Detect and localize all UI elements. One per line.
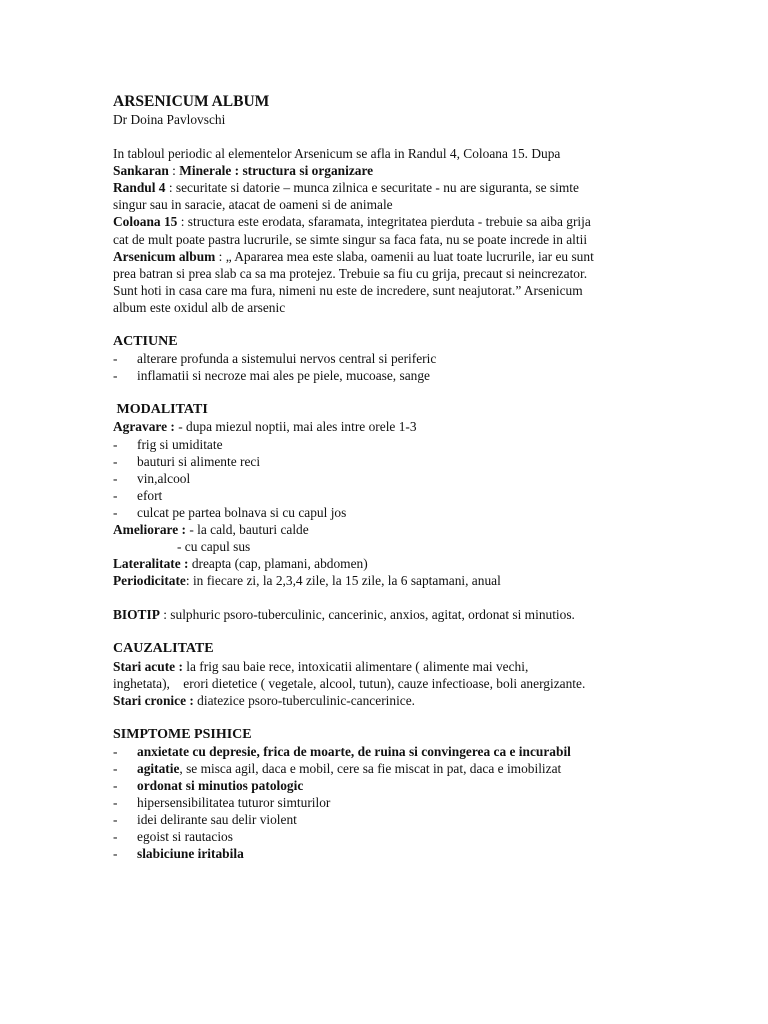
- agravare-line: [113, 418, 673, 435]
- bullet-dash: -: [113, 487, 118, 503]
- bullet-dash: -: [113, 812, 118, 828]
- spacer: [113, 384, 673, 401]
- spacer: [113, 709, 673, 726]
- acute-line: [113, 658, 673, 675]
- list-item: [113, 350, 673, 367]
- list-item-text: efort: [137, 487, 163, 503]
- coloana-text: : structura este erodata, sfaramata, integritatea pierduta - trebuie sa aiba grija: [177, 214, 591, 230]
- ameliorare-text: - la cald, bauturi calde: [186, 521, 309, 537]
- album-line-4: album este oxidul alb de arsenic: [113, 299, 286, 315]
- cauzalitate-heading: CAUZALITATE: [113, 641, 214, 657]
- bullet-dash: -: [113, 470, 118, 486]
- spacer: [113, 128, 673, 145]
- periodicitate-text: : in fiecare zi, la 2,3,4 zile, la 15 zile, la 6 saptamani, anual: [185, 573, 501, 589]
- acute-text: la frig sau baie rece, intoxicatii alimentare ( alimente mai vechi,: [182, 658, 529, 674]
- list-item: [113, 794, 673, 811]
- coloana-label: Coloana 15: [113, 214, 178, 230]
- randul-label: Randul 4: [113, 180, 166, 196]
- bullet-dash: -: [113, 504, 118, 520]
- document-title: ARSENICUM ALBUM: [113, 93, 270, 110]
- bullet-dash: -: [113, 743, 118, 759]
- ameliorare-line: [113, 521, 673, 538]
- cronice-label: Stari cronice :: [113, 692, 194, 708]
- randul-text: : securitate si datorie – munca zilnica e securitate - nu are siguranta, se simte: [165, 180, 579, 196]
- sankaran-label: Sankaran: [113, 163, 169, 179]
- bullet-dash: -: [113, 351, 118, 367]
- intro-line: In tabloul periodic al elementelor Arsenicum se afla in Randul 4, Coloana 15. Dupa: [113, 146, 561, 162]
- bullet-dash: -: [113, 761, 118, 776]
- agravare-label: Agravare :: [113, 419, 175, 435]
- album-label: Arsenicum album: [113, 248, 216, 264]
- cronice-line: [113, 692, 673, 709]
- list-item-text: slabiciune iritabila: [137, 846, 244, 862]
- list-item: [113, 811, 673, 828]
- list-item-text: idei delirante sau delir violent: [137, 812, 297, 828]
- list-item: [113, 504, 673, 521]
- simptome-heading: SIMPTOME PSIHICE: [113, 726, 252, 742]
- bullet-dash: -: [113, 368, 118, 384]
- cronice-text: diatezice psoro-tuberculinic-cancerinice.: [193, 692, 416, 708]
- list-item: [113, 828, 673, 845]
- album-line-2: prea batran si prea slab ca sa ma protejez. Trebuie sa fiu cu grija, precaut si neincrezator.: [113, 265, 588, 281]
- randul-line-2: singur sau in saracie, atacat de oameni si de animale: [113, 197, 393, 213]
- sankaran-value: Minerale : structura si organizare: [179, 163, 374, 179]
- list-item: [113, 453, 673, 470]
- periodicitate-label: Periodicitate: [113, 573, 186, 589]
- list-item: [113, 777, 673, 794]
- ameliorare-line-2: - cu capul sus: [177, 539, 251, 555]
- list-item-text: frig si umiditate: [137, 436, 223, 452]
- list-item: [113, 436, 673, 453]
- ameliorare-label: Ameliorare :: [113, 521, 186, 537]
- lateralitate-label: Lateralitate :: [113, 556, 189, 572]
- album-line-3: Sunt hoti in casa care ma fura, nimeni nu este de incredere, sunt neajutorat.” Arsenicum: [113, 282, 583, 298]
- bullet-dash: -: [113, 795, 118, 811]
- bullet-dash: -: [113, 846, 118, 862]
- bullet-dash: -: [113, 778, 118, 794]
- list-item-text: , se misca agil, daca e mobil, cere sa fie miscat in pat, daca e imobilizat: [179, 761, 562, 776]
- list-item-text: culcat pe partea bolnava si cu capul jos: [137, 504, 347, 520]
- randul-line: [113, 179, 673, 196]
- lateralitate-line: [113, 555, 673, 572]
- list-item-text: anxietate cu depresie, frica de moarte, de ruina si convingerea ca e incurabil: [137, 743, 571, 759]
- list-item-text: hipersensibilitatea tuturor simturilor: [137, 795, 331, 811]
- periodicitate-line: [113, 572, 673, 589]
- list-item-text: ordonat si minutios patologic: [137, 778, 304, 794]
- list-item: [113, 470, 673, 487]
- list-item: [113, 760, 673, 777]
- modalitati-heading: MODALITATI: [113, 402, 208, 418]
- bullet-dash: -: [113, 453, 118, 469]
- list-item-text: alterare profunda a sistemului nervos central si periferic: [137, 351, 437, 367]
- acute-label: Stari acute :: [113, 658, 183, 674]
- coloana-line-2: cat de mult poate pastra lucrurile, se simte singur sa faca fata, nu se poate increde in altii: [113, 231, 588, 247]
- album-line: [113, 248, 673, 265]
- biotip-text: : sulphuric psoro-tuberculinic, cancerinic, anxios, agitat, ordonat si minutios.: [159, 607, 575, 623]
- biotip-line: [113, 606, 673, 623]
- list-item-text: inflamatii si necroze mai ales pe piele, mucoase, sange: [137, 368, 430, 384]
- list-item: [113, 845, 673, 862]
- list-item-text: bauturi si alimente reci: [137, 453, 261, 469]
- album-text: : „ Apararea mea este slaba, oamenii au luat toate lucrurile, iar eu sunt: [215, 248, 594, 264]
- list-item-text: egoist si rautacios: [137, 829, 233, 845]
- bullet-dash: -: [113, 829, 118, 845]
- coloana-line: [113, 213, 673, 230]
- sankaran-sep: :: [168, 163, 180, 179]
- lateralitate-text: dreapta (cap, plamani, abdomen): [188, 556, 368, 572]
- spacer: [113, 589, 673, 606]
- document-page: [113, 92, 673, 863]
- list-item: [113, 367, 673, 384]
- spacer: [113, 316, 673, 333]
- biotip-label: BIOTIP: [113, 607, 160, 623]
- list-item: [113, 743, 673, 760]
- list-item: [113, 487, 673, 504]
- spacer: [113, 623, 673, 640]
- list-item-bold: agitatie: [137, 761, 180, 776]
- acute-line-2: inghetata), erori dietetice ( vegetale, alcool, tutun), cauze infectioase, boli anergizante.: [113, 675, 586, 691]
- bullet-dash: -: [113, 436, 118, 452]
- list-item-text: vin,alcool: [137, 470, 191, 486]
- sankaran-line: [113, 162, 673, 179]
- actiune-heading: ACTIUNE: [113, 334, 178, 350]
- author-line: Dr Doina Pavlovschi: [113, 112, 226, 127]
- agravare-text: - dupa miezul noptii, mai ales intre orele 1-3: [174, 419, 417, 435]
